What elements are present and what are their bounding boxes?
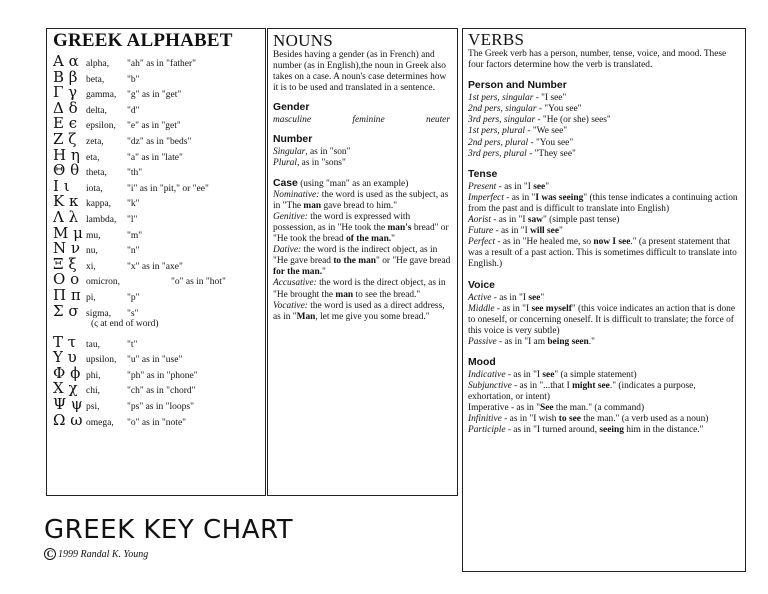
case-heading-note: (using "man" as an example) bbox=[297, 178, 409, 189]
tense-future bbox=[468, 226, 740, 237]
letter-glyph: Π π bbox=[53, 285, 81, 304]
person-number-item bbox=[468, 93, 740, 104]
infinitive-text-b: to see bbox=[558, 414, 581, 425]
subjunctive-label: Subjunctive bbox=[468, 381, 512, 392]
person-number-item bbox=[468, 149, 740, 160]
subjunctive-text-a: - as in "...that I bbox=[511, 381, 573, 392]
person-example: - "You see" bbox=[528, 137, 574, 148]
letter-name: epsilon, bbox=[86, 121, 116, 132]
person-example: - "You see" bbox=[536, 104, 582, 115]
person-example: - "I see" bbox=[533, 93, 567, 104]
alphabet-row bbox=[53, 99, 259, 115]
passive-label: Passive bbox=[468, 336, 497, 347]
letter-name: eta, bbox=[86, 152, 100, 163]
middle-text-c: " (this voice indicates an action that is done to oneself, or concerning oneself. It is difficult to translate; the force of this voice is very subtle) bbox=[468, 303, 735, 336]
gender-feminine: feminine bbox=[352, 115, 385, 126]
alphabet-row bbox=[53, 52, 259, 68]
nominative-text-c: gave bread to him." bbox=[321, 200, 398, 211]
present-label: Present bbox=[468, 181, 497, 192]
letter-pronunciation: "m" bbox=[127, 230, 143, 241]
letter-pronunciation: "th" bbox=[127, 168, 143, 179]
letter-glyph: Ο ο bbox=[53, 270, 80, 289]
letter-glyph: Γ γ bbox=[53, 83, 78, 102]
verbs-intro: The Greek verb has a person, number, tense, voice, and mood. These four factors determine how the verb is translated. bbox=[468, 49, 727, 71]
letter-glyph: Ν ν bbox=[53, 239, 81, 258]
future-label: Future bbox=[468, 226, 494, 237]
accusative-text-c: to see the bread." bbox=[353, 289, 421, 300]
imperative-text-c: the man." (a command) bbox=[553, 403, 645, 414]
vocative-text-c: , let me give you some bread." bbox=[315, 311, 430, 322]
letter-glyph: Ε ϵ bbox=[53, 114, 78, 133]
letter-name: iota, bbox=[86, 183, 103, 194]
infinitive-text-c: the man." (a verb used as a noun) bbox=[580, 414, 709, 425]
plural-text: , as in "sons" bbox=[296, 158, 346, 169]
letter-pronunciation: "k" bbox=[127, 199, 140, 210]
letter-name: kappa, bbox=[86, 199, 112, 210]
plural-label: Plural bbox=[273, 158, 297, 169]
alphabet-row bbox=[53, 68, 259, 84]
aorist-text-c: " (simple past tense) bbox=[542, 215, 620, 226]
letter-pronunciation: "g" as in "get" bbox=[127, 90, 182, 101]
case-accusative bbox=[273, 278, 446, 299]
voice-heading: Voice bbox=[468, 279, 495, 291]
nouns-title: NOUNS bbox=[273, 31, 334, 50]
alphabet-row bbox=[53, 114, 259, 133]
letter-pronunciation: "ah" as in "father" bbox=[127, 59, 197, 69]
final-sigma-note: (ς at end of word) bbox=[91, 319, 159, 330]
genitive-text-d: of the man. bbox=[346, 234, 392, 245]
vocative-text-a: the word is used as a direct address, as in " bbox=[273, 300, 445, 322]
alphabet-row bbox=[53, 83, 259, 102]
active-text-b: see bbox=[528, 292, 541, 303]
letter-name: omega, bbox=[86, 417, 114, 428]
letter-glyph: Β β bbox=[53, 67, 78, 86]
letter-pronunciation: "s" bbox=[127, 308, 139, 319]
participle-text-c: him in the distance." bbox=[623, 425, 704, 436]
active-label: Active bbox=[468, 292, 492, 303]
case-nominative bbox=[273, 190, 448, 211]
letter-pronunciation: "t" bbox=[127, 339, 138, 350]
genitive-text-b: man's bbox=[387, 222, 412, 233]
letter-glyph: Φ ϕ bbox=[53, 363, 81, 382]
imperfect-text-a: - as in " bbox=[503, 192, 536, 203]
letter-name: psi, bbox=[86, 402, 100, 413]
nominative-label: Nominative: bbox=[273, 189, 320, 200]
number-singular bbox=[273, 147, 452, 158]
alphabet-row bbox=[53, 286, 259, 302]
alphabet-row bbox=[53, 364, 259, 380]
alphabet-row bbox=[53, 177, 259, 193]
mood-heading: Mood bbox=[468, 356, 496, 368]
letter-name: pi, bbox=[86, 292, 96, 303]
participle-label: Participle bbox=[468, 425, 506, 436]
letter-name: gamma, bbox=[86, 90, 117, 101]
letter-name: theta, bbox=[86, 168, 107, 179]
letter-glyph: Ι ι bbox=[53, 176, 70, 195]
person-number-item bbox=[468, 104, 740, 115]
letter-glyph: Λ λ bbox=[53, 207, 79, 226]
chart-title: GREEK KEY CHART bbox=[44, 515, 294, 545]
number-heading: Number bbox=[273, 134, 313, 146]
indicative-text-b: see bbox=[542, 369, 555, 380]
alphabet-row bbox=[53, 379, 259, 398]
alphabet-row bbox=[53, 224, 259, 240]
perfect-label: Perfect bbox=[468, 237, 496, 248]
subjunctive-text-c: ." (indicates a purpose, exhortation, or intent) bbox=[468, 381, 696, 403]
letter-pronunciation: "n" bbox=[127, 246, 140, 257]
person-example: - "They see" bbox=[526, 148, 576, 159]
active-text-c: " bbox=[540, 292, 545, 303]
accusative-text-a: the word is the direct object, as in "He brought the bbox=[273, 278, 446, 300]
tense-aorist bbox=[468, 215, 740, 226]
letter-glyph: Κ κ bbox=[53, 192, 79, 211]
alphabet-row bbox=[53, 255, 259, 271]
copyright-text: 1999 Randal K. Young bbox=[58, 548, 149, 560]
nominative-text-b: man bbox=[303, 200, 322, 211]
letter-pronunciation: "d" bbox=[127, 105, 140, 116]
tense-list bbox=[468, 182, 740, 271]
tense-perfect bbox=[468, 237, 740, 270]
letter-glyph: Υ υ bbox=[53, 348, 77, 367]
letter-glyph: Χ χ bbox=[53, 379, 78, 398]
alphabet-row bbox=[53, 192, 259, 211]
voice-passive bbox=[468, 337, 740, 348]
genitive-text-a: the word is expressed with possession, as in "He took the bbox=[273, 211, 411, 233]
active-text-a: - as in "I bbox=[491, 292, 529, 303]
letter-name: sigma, bbox=[86, 308, 112, 319]
person-label: 1st pers, singular bbox=[468, 93, 534, 104]
person-label: 1st pers, plural bbox=[468, 126, 526, 137]
letter-name: phi, bbox=[86, 370, 101, 381]
letter-pronunciation: "o" as in "note" bbox=[127, 417, 187, 428]
mood-participle bbox=[468, 425, 740, 436]
mood-list bbox=[468, 370, 740, 437]
alphabet-row bbox=[53, 411, 259, 427]
mood-subjunctive bbox=[468, 381, 740, 403]
person-example: - "We see" bbox=[525, 126, 568, 137]
alphabet-row bbox=[53, 161, 259, 180]
mood-infinitive bbox=[468, 414, 740, 425]
case-vocative bbox=[273, 301, 445, 322]
copyright-line bbox=[44, 548, 148, 560]
perfect-text-b: now I see bbox=[593, 237, 631, 248]
participle-text-b: seeing bbox=[599, 425, 624, 436]
letter-glyph: Σ σ bbox=[53, 301, 79, 320]
letter-glyph: Ψ ψ bbox=[53, 395, 83, 414]
aorist-text-b: saw bbox=[527, 215, 543, 226]
person-number-item bbox=[468, 138, 740, 149]
letter-pronunciation: "ch" as in "chord" bbox=[127, 386, 196, 397]
verbs-title: VERBS bbox=[468, 30, 525, 49]
middle-text-b: see myself bbox=[531, 303, 572, 314]
alphabet-row bbox=[53, 146, 259, 162]
imperfect-text-b: I was seeing bbox=[535, 192, 584, 203]
letter-glyph: Ω ω bbox=[53, 410, 83, 429]
dative-text-b: to the man bbox=[333, 256, 377, 267]
tense-present bbox=[468, 182, 740, 193]
verbs-panel bbox=[462, 28, 746, 572]
dative-label: Dative: bbox=[273, 245, 302, 256]
letter-name: xi, bbox=[86, 261, 96, 272]
case-heading: Case bbox=[273, 177, 298, 189]
letter-name: omicron, bbox=[86, 277, 121, 288]
alphabet-row bbox=[53, 130, 259, 146]
case-genitive bbox=[273, 212, 449, 244]
middle-label: Middle bbox=[468, 303, 495, 314]
letter-pronunciation: "a" as in "late" bbox=[127, 152, 183, 163]
infinitive-label: Infinitive bbox=[468, 414, 502, 425]
person-number-item bbox=[468, 126, 740, 137]
letter-pronunciation: "o" as in "hot" bbox=[171, 277, 226, 288]
perfect-text-c: ." (a present statement that was a result of a past action. This is sometimes difficult to translate into English.) bbox=[468, 237, 737, 270]
indicative-text-a: - as in "I bbox=[505, 369, 543, 380]
person-number-heading: Person and Number bbox=[468, 80, 567, 92]
case-section bbox=[273, 178, 452, 323]
gender-masculine: masculine bbox=[273, 115, 312, 126]
letter-glyph: Μ μ bbox=[53, 223, 83, 242]
letter-name: chi, bbox=[86, 386, 100, 397]
nouns-intro: Besides having a gender (as in French) and number (as in English),the noun in Greek also takes on a case. A noun's case determines how it is to be used and translated in a sentence. bbox=[273, 50, 447, 94]
person-label: 2nd pers, plural bbox=[468, 137, 529, 148]
person-label: 3rd pers, singular bbox=[468, 115, 536, 126]
letter-name: beta, bbox=[86, 74, 105, 85]
letter-glyph: Δ δ bbox=[53, 98, 78, 117]
dative-text-d: for the man. bbox=[273, 267, 323, 278]
number-plural bbox=[273, 158, 452, 169]
alphabet-list bbox=[53, 52, 259, 429]
future-text-b: will see bbox=[530, 226, 559, 237]
letter-glyph: Α α bbox=[53, 52, 79, 70]
letter-name: upsilon, bbox=[86, 355, 117, 366]
letter-pronunciation: "e" as in "get" bbox=[127, 121, 181, 132]
alphabet-row bbox=[53, 270, 259, 289]
alphabet-row bbox=[53, 348, 259, 367]
subjunctive-text-b: might see bbox=[572, 381, 610, 392]
letter-name: zeta, bbox=[86, 136, 104, 147]
gender-list bbox=[273, 115, 452, 126]
aorist-label: Aorist bbox=[468, 215, 491, 226]
letter-name: delta, bbox=[86, 105, 107, 116]
mood-indicative bbox=[468, 370, 740, 381]
future-text-c: " bbox=[558, 226, 563, 237]
letter-pronunciation: "ph" as in "phone" bbox=[127, 370, 198, 381]
tense-heading: Tense bbox=[468, 168, 498, 180]
imperfect-label: Imperfect bbox=[468, 192, 504, 203]
letter-pronunciation: "b" bbox=[127, 74, 140, 85]
letter-glyph: Ξ ξ bbox=[53, 254, 77, 273]
accusative-text-b: man bbox=[335, 289, 354, 300]
letter-name: nu, bbox=[86, 246, 98, 257]
present-text-b: see bbox=[533, 181, 546, 192]
passive-text-a: - as in "I am bbox=[496, 336, 548, 347]
genitive-label: Genitive: bbox=[273, 211, 308, 222]
letter-pronunciation: "i" as in "pit," or "ee" bbox=[127, 183, 209, 194]
imperative-text-b: See bbox=[540, 403, 554, 414]
letter-glyph: Τ τ bbox=[53, 332, 77, 351]
person-number-list bbox=[468, 93, 740, 160]
letter-pronunciation: "x" as in "axe" bbox=[127, 261, 183, 272]
gender-heading: Gender bbox=[273, 102, 310, 114]
singular-label: Singular bbox=[273, 147, 306, 158]
alphabet-row bbox=[53, 333, 259, 349]
passive-text-c: ." bbox=[588, 336, 595, 347]
mood-imperative bbox=[468, 403, 740, 414]
aorist-text-a: - as in "I bbox=[490, 215, 528, 226]
passive-text-b: being seen bbox=[547, 336, 589, 347]
imperfect-text-c: " (this tense indicates a continuing action from the past and is difficult to translate into English) bbox=[468, 192, 738, 214]
imperative-text-a: Imperative - as in " bbox=[468, 403, 541, 414]
indicative-label: Indicative bbox=[468, 369, 506, 380]
dative-text-a: the word is the indirect object, as in "He gave bread bbox=[273, 245, 438, 267]
middle-text-a: - as in "I bbox=[494, 303, 532, 314]
letter-pronunciation: "l" bbox=[127, 214, 138, 225]
singular-text: , as in "son" bbox=[305, 147, 351, 158]
letter-glyph: Ζ ζ bbox=[53, 129, 77, 148]
alphabet-row bbox=[53, 239, 259, 258]
letter-glyph: Η η bbox=[53, 145, 80, 164]
dative-text-c: " or "He gave bread bbox=[376, 256, 451, 267]
tense-imperfect bbox=[468, 193, 740, 215]
voice-middle bbox=[468, 304, 740, 337]
participle-text-a: - as in "I turned around, bbox=[505, 425, 600, 436]
vocative-label: Vocative: bbox=[273, 300, 308, 311]
person-label: 2nd pers, singular bbox=[468, 104, 537, 115]
voice-active bbox=[468, 293, 740, 304]
letter-name: lambda, bbox=[86, 214, 117, 225]
letter-name: mu, bbox=[86, 230, 101, 241]
letter-glyph: Θ θ bbox=[53, 161, 80, 180]
alphabet-row bbox=[53, 208, 259, 224]
present-text-c: " bbox=[545, 181, 550, 192]
letter-pronunciation: "ps" as in "loops" bbox=[127, 402, 194, 413]
letter-pronunciation: "u" as in "use" bbox=[127, 355, 183, 366]
greek-alphabet-title: GREEK ALPHABET bbox=[53, 30, 233, 51]
person-example: - "He (or she) sees" bbox=[535, 115, 611, 126]
accusative-label: Accusative: bbox=[273, 278, 317, 289]
alphabet-row bbox=[53, 302, 259, 318]
perfect-text-a: - as in "He healed me, so bbox=[495, 237, 594, 248]
case-dative bbox=[273, 245, 450, 277]
present-text-a: - as in "I bbox=[496, 181, 534, 192]
nouns-panel bbox=[267, 28, 458, 496]
person-label: 3rd pers, plural bbox=[468, 148, 527, 159]
letter-name: tau, bbox=[86, 339, 100, 350]
infinitive-text-a: - as in "I wish bbox=[501, 414, 559, 425]
voice-list bbox=[468, 293, 740, 348]
gender-neuter: neuter bbox=[426, 115, 450, 126]
genitive-text-c: bread" or "He took the bread bbox=[273, 222, 449, 245]
vocative-text-b: Man bbox=[296, 311, 316, 322]
letter-name: alpha, bbox=[86, 59, 109, 69]
indicative-text-c: " (a simple statement) bbox=[554, 369, 637, 380]
person-number-item bbox=[468, 115, 740, 126]
future-text-a: - as in "I bbox=[493, 226, 531, 237]
copyright-icon: C bbox=[44, 548, 56, 560]
greek-alphabet-panel bbox=[46, 28, 266, 496]
nominative-text-a: the word is used as the subject, as in "The bbox=[273, 189, 449, 211]
letter-pronunciation: "p" bbox=[127, 292, 140, 303]
genitive-text-e: " bbox=[391, 234, 395, 245]
letter-pronunciation: "dz" as in "beds" bbox=[127, 136, 192, 147]
dative-text-e: " bbox=[322, 267, 326, 278]
alphabet-row bbox=[53, 395, 259, 414]
